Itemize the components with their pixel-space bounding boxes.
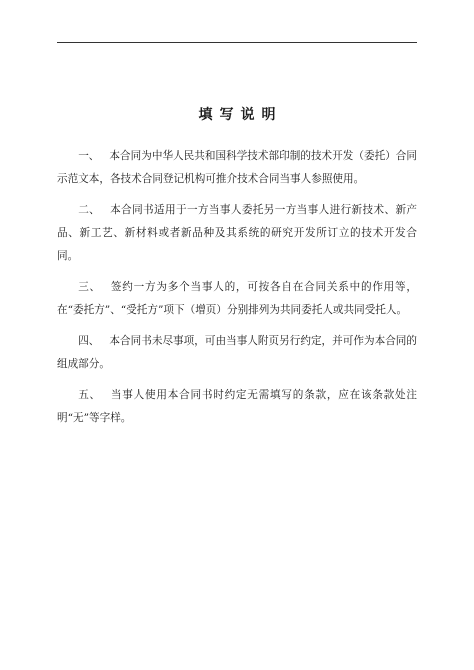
instructions-body bbox=[57, 145, 417, 438]
item-text: 本合同为中华人民共和国科学技术部印制的技术开发（委托）合同示范文本，各技术合同登记机构可推介技术合同当事人参照使用。 bbox=[57, 150, 418, 185]
item-number: 五、 bbox=[78, 389, 101, 401]
item-number: 四、 bbox=[78, 335, 100, 347]
item-text: 本合同书未尽事项，可由当事人附页另行约定，并可作为本合同的组成部分。 bbox=[57, 335, 418, 370]
item-text: 当事人使用本合同书时约定无需填写的条款，应在该条款处注明“无”等字样。 bbox=[57, 389, 418, 424]
item-text: 本合同书适用于一方当事人委托另一方当事人进行新技术、新产品、新工艺、新材料或者新品种及其系统的研究开发所订立的技术开发合同。 bbox=[57, 204, 418, 262]
instruction-item-4 bbox=[57, 330, 417, 376]
item-number: 三、 bbox=[78, 281, 101, 293]
instruction-item-2 bbox=[57, 199, 417, 268]
instruction-item-5 bbox=[57, 384, 417, 430]
item-number: 一、 bbox=[78, 150, 100, 162]
item-number: 二、 bbox=[78, 204, 101, 216]
instruction-item-3 bbox=[57, 276, 417, 322]
item-text: 签约一方为多个当事人的，可按各自在合同关系中的作用等，在“委托方”、“受托方”项下（增页）分别排列为共同委托人或共同受托人。 bbox=[57, 281, 418, 316]
page-title: 填写说明 bbox=[198, 107, 283, 123]
instruction-item-1 bbox=[57, 145, 417, 191]
header-rule bbox=[57, 42, 417, 43]
